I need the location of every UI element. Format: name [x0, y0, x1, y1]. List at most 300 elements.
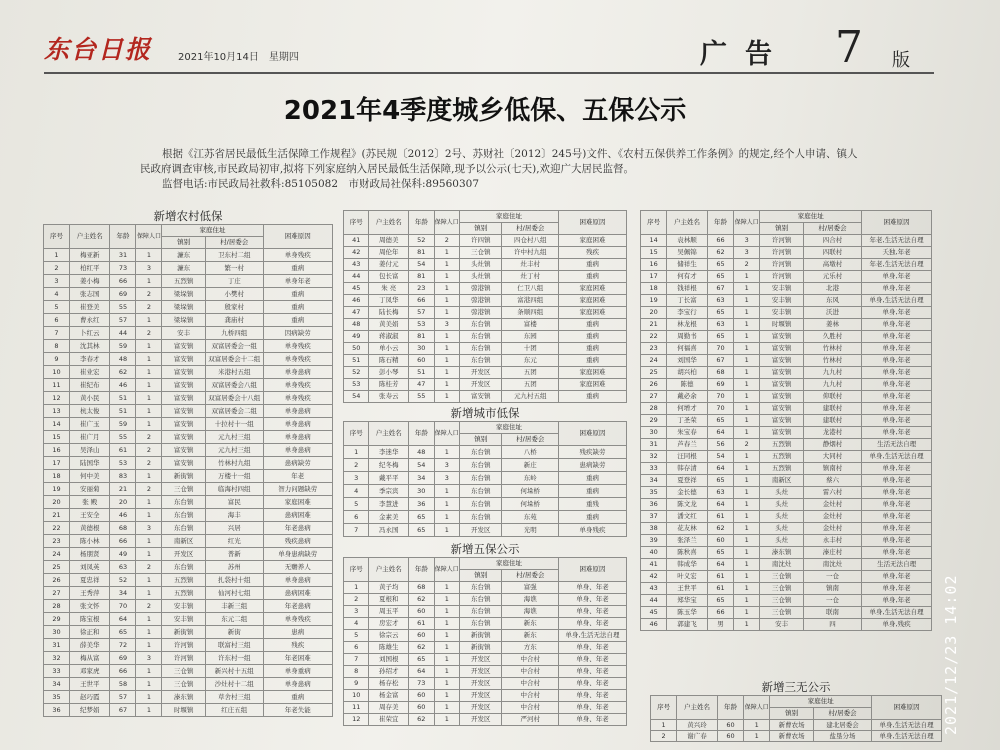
table-cell: 何中美 [70, 470, 110, 483]
table-cell: 建联村 [803, 403, 861, 415]
table-cell: 花友林 [667, 523, 708, 535]
table-cell: 南新区 [162, 535, 205, 548]
table-cell: 单身患病 [263, 366, 332, 379]
table-cell: 重病 [559, 331, 627, 343]
table-row [641, 391, 932, 403]
section-label: 广告 [700, 39, 790, 70]
table-cell: 元乐村 [803, 271, 861, 283]
table-cell: 方东 [502, 642, 559, 654]
table-cell: 1 [344, 582, 369, 594]
table-cell: 49 [344, 331, 369, 343]
table-cell: 单身,年老 [862, 571, 932, 583]
table-cell: 富安镇 [162, 379, 205, 392]
table-cell: 开发区 [460, 524, 502, 537]
table-row [44, 587, 333, 600]
table-cell: 62 [110, 366, 136, 379]
table-row [44, 561, 333, 574]
table-cell: 1 [136, 626, 162, 639]
col-header-name: 户主姓名 [369, 558, 409, 582]
table-cell: 21 [641, 319, 667, 331]
table-cell: 16 [44, 444, 70, 457]
table-row [44, 431, 333, 444]
table-cell: 周勤书 [667, 331, 708, 343]
table-cell: 单身、年老 [559, 714, 627, 726]
table-cell: 纪梦娟 [70, 704, 110, 717]
table-row [344, 690, 627, 702]
table-cell: 周存美 [369, 702, 409, 714]
col-header-village: 村/居委会 [813, 708, 871, 720]
page-suffix: 版 [892, 50, 910, 71]
table-cell: 单身、年老 [559, 618, 627, 630]
table-cell: 46 [110, 509, 136, 522]
table-cell: 46 [110, 379, 136, 392]
table-cell: 单身,年老 [862, 271, 932, 283]
table-cell: 51 [110, 405, 136, 418]
table-cell: 1 [434, 391, 459, 403]
table-cell: 19 [44, 483, 70, 496]
intro-paragraph: 根据《江苏省居民最低生活保障工作规程》(苏民规〔2012〕2号、苏财社〔2012〕245号)文件、《农村五保供养工作条例》的规定,经个人申请、镇人民政府调查审核,市民政局初审,拟将下列家庭纳入居民最低生活保障,现予以公示(七天),欢迎广大居民监督。 [140, 148, 858, 175]
table-cell: 周伦年 [369, 247, 409, 259]
table-cell: 14 [44, 418, 70, 431]
table-cell: 24 [641, 355, 667, 367]
table-cell: 双富居委会十二组 [205, 353, 263, 366]
table-cell: 东台镇 [460, 355, 502, 367]
table-cell: 卫东村二组 [205, 249, 263, 262]
table-cell: 潘文红 [667, 511, 708, 523]
table-cell: 刘国华 [667, 355, 708, 367]
col-header-count: 保障人口 [734, 211, 760, 235]
table-row [344, 355, 627, 367]
table-row [344, 367, 627, 379]
table-cell: 头灶镇 [460, 271, 502, 283]
table-cell: 五烈镇 [760, 451, 804, 463]
table-cell: 1 [734, 343, 760, 355]
table-cell: 陈秋喜 [667, 547, 708, 559]
table-cell: 29 [641, 415, 667, 427]
table-cell: 16 [641, 259, 667, 271]
table-cell: 张泽兰 [667, 535, 708, 547]
table-cell: 富安镇 [760, 391, 804, 403]
table-cell: 杨金富 [369, 690, 409, 702]
table-cell: 年老失能 [263, 704, 332, 717]
table-cell: 储祥生 [667, 259, 708, 271]
col-header-count: 保障人口 [434, 558, 459, 582]
table-cell: 6 [344, 511, 369, 524]
table-cell: 东园 [502, 331, 559, 343]
table-cell: 65 [707, 331, 733, 343]
table-cell: 重病 [263, 691, 332, 704]
table-cell: 弶港镇 [460, 295, 502, 307]
table-cell: 杭太俊 [70, 405, 110, 418]
table-cell: 陈雄生 [369, 642, 409, 654]
table-cell: 51 [344, 355, 369, 367]
table-cell: 梁垛镇 [162, 301, 205, 314]
table-row [344, 343, 627, 355]
table-cell: 重病 [559, 343, 627, 355]
table-cell: 单身,年老 [862, 379, 932, 391]
table-row [44, 600, 333, 613]
table-cell: 83 [110, 470, 136, 483]
table-cell: 1 [136, 275, 162, 288]
table-row [344, 498, 627, 511]
table-cell: 戴平平 [369, 472, 409, 485]
table-cell: 单身,年老 [862, 475, 932, 487]
table-cell: 1 [136, 314, 162, 327]
col-header-seq: 序号 [641, 211, 667, 235]
table-cell: 65 [409, 511, 434, 524]
table-cell: 2 [434, 235, 459, 247]
table-row [344, 702, 627, 714]
table-cell: 39 [641, 535, 667, 547]
table-cell: 东台镇 [460, 618, 502, 630]
table-cell: 富楼 [502, 319, 559, 331]
table-cell: 重病 [559, 271, 627, 283]
table-cell: 1 [734, 499, 760, 511]
table-cell: 崔登美 [70, 301, 110, 314]
table-cell: 何有才 [667, 271, 708, 283]
table-cell: 家庭困难 [559, 379, 627, 391]
table-cell: 7 [344, 654, 369, 666]
table-cell: 三仓镇 [760, 595, 804, 607]
table-row [44, 574, 333, 587]
table-cell: 单身残疾 [559, 524, 627, 537]
table-cell: 姜小梅 [70, 275, 110, 288]
table-cell: 郭建飞 [667, 619, 708, 631]
table-cell: 1 [734, 367, 760, 379]
table-cell: 35 [641, 487, 667, 499]
table-row [344, 582, 627, 594]
table-row [641, 523, 932, 535]
col-header-age: 年龄 [409, 422, 434, 446]
table-row [344, 459, 627, 472]
table-row [651, 720, 942, 731]
table-cell: 开发区 [460, 678, 502, 690]
table-cell: 1 [734, 379, 760, 391]
table-cell: 东台镇 [460, 594, 502, 606]
table-cell: 年老,生活无法自理 [862, 235, 932, 247]
table-row [641, 439, 932, 451]
table-cell: 1 [136, 470, 162, 483]
table-cell: 盐垦分场 [813, 731, 871, 742]
table-cell: 双富居委会十八组 [205, 392, 263, 405]
table-cell: 小樊村 [205, 288, 263, 301]
table-cell: 单身,生活无法自理 [872, 731, 942, 742]
table-cell: 金灶村 [803, 523, 861, 535]
table-cell: 单身,年老 [862, 307, 932, 319]
table-cell: 东台镇 [460, 343, 502, 355]
table-row [44, 275, 333, 288]
table-cell: 1 [434, 511, 459, 524]
table-cell: 患病困难 [263, 509, 332, 522]
table-cell: 31 [44, 639, 70, 652]
table-cell: 52 [409, 235, 434, 247]
table-cell: 43 [641, 583, 667, 595]
table-row [44, 444, 333, 457]
table-cell: 24 [44, 548, 70, 561]
table-cell: 重病 [263, 314, 332, 327]
table-cell: 1 [434, 307, 459, 319]
table-cell: 1 [136, 366, 162, 379]
table-cell: 富安镇 [162, 457, 205, 470]
table-cell: 66 [707, 235, 733, 247]
table-cell: 单身残疾 [263, 353, 332, 366]
table-cell: 1 [344, 446, 369, 459]
table-cell: 52 [344, 367, 369, 379]
table-cell: 李宝行 [667, 307, 708, 319]
table-cell: 1 [136, 509, 162, 522]
col-header-town: 镇别 [760, 223, 804, 235]
table-cell: 一仓 [803, 571, 861, 583]
table-cell: 单身、年老 [559, 594, 627, 606]
table-cell: 2 [136, 431, 162, 444]
table-cell: 1 [434, 666, 459, 678]
table-cell: 42 [641, 571, 667, 583]
table-cell: 20 [44, 496, 70, 509]
col-header-town: 镇别 [460, 434, 502, 446]
table-cell: 单身,年老 [862, 523, 932, 535]
table-cell: 韩成华 [667, 559, 708, 571]
table-cell: 陈石精 [369, 355, 409, 367]
sanwu-title: 新增三无公示 [761, 680, 831, 694]
table-cell: 1 [136, 613, 162, 626]
rural-lowinc-cont-table [343, 210, 627, 403]
table-cell: 开发区 [460, 714, 502, 726]
table-cell: 1 [434, 582, 459, 594]
table-cell: 三仓镇 [162, 678, 205, 691]
table-cell: 62 [409, 642, 434, 654]
page-number: 7 [835, 22, 863, 73]
table-cell: 单身重病 [263, 665, 332, 678]
table-cell: 65 [707, 547, 733, 559]
table-cell: 蔡六 [803, 475, 861, 487]
table-cell: 镇南村 [803, 463, 861, 475]
table-cell: 62 [409, 714, 434, 726]
col-header-seq: 序号 [344, 558, 369, 582]
table-cell: 64 [707, 559, 733, 571]
table-cell: 70 [707, 391, 733, 403]
table-row [641, 547, 932, 559]
table-row [641, 403, 932, 415]
table-cell: 单身,年老 [862, 511, 932, 523]
table-row [44, 379, 333, 392]
table-row [641, 379, 932, 391]
wubao-cont-table [640, 210, 932, 631]
table-cell: 44 [344, 271, 369, 283]
table-cell: 1 [434, 485, 459, 498]
table-cell: 81 [409, 331, 434, 343]
col-header-town: 镇别 [460, 223, 502, 235]
table-cell: 金长德 [667, 487, 708, 499]
table-cell: 1 [434, 654, 459, 666]
table-cell: 1 [136, 535, 162, 548]
table-cell: 四合村 [803, 235, 861, 247]
table-cell: 许河镇 [760, 235, 804, 247]
col-header-address: 家庭住址 [460, 558, 559, 570]
table-cell: 纪冬梅 [369, 459, 409, 472]
table-cell: 1 [734, 427, 760, 439]
table-cell: 单身残疾 [263, 392, 332, 405]
table-row [344, 319, 627, 331]
sanwu-table [650, 695, 942, 742]
table-cell: 55 [409, 391, 434, 403]
table-cell: 患病 [263, 626, 332, 639]
table-cell: 许河镇 [760, 271, 804, 283]
table-cell: 徐正和 [70, 626, 110, 639]
table-row [344, 259, 627, 271]
table-cell: 王秀萍 [70, 587, 110, 600]
table-cell: 崔广月 [70, 431, 110, 444]
table-row [44, 483, 333, 496]
table-cell: 54 [344, 391, 369, 403]
table-cell: 单身,年老 [862, 547, 932, 559]
table-cell: 62 [707, 247, 733, 259]
table-cell: 1 [434, 498, 459, 511]
table-cell: 龙港村 [803, 427, 861, 439]
table-row [344, 235, 627, 247]
table-cell: 四仓村八组 [502, 235, 559, 247]
table-cell: 沙灶村十二组 [205, 678, 263, 691]
table-cell: 富安镇 [162, 353, 205, 366]
table-cell: 1 [734, 619, 760, 631]
table-cell: 1 [651, 720, 677, 731]
table-cell: 时堰镇 [162, 704, 205, 717]
table-cell: 65 [707, 307, 733, 319]
table-cell: 富安镇 [760, 415, 804, 427]
table-cell: 单身、年老 [559, 666, 627, 678]
table-row [344, 630, 627, 642]
table-cell: 3 [136, 652, 162, 665]
table-cell: 冯永国 [369, 524, 409, 537]
table-cell: 单身,年老 [862, 427, 932, 439]
table-cell: 1 [734, 475, 760, 487]
table-cell: 65 [707, 595, 733, 607]
table-cell: 73 [110, 262, 136, 275]
table-cell: 黄美娟 [369, 319, 409, 331]
rural-lowinc-cont-block [343, 210, 627, 403]
table-cell: 65 [707, 259, 733, 271]
table-cell: 新曹农场 [770, 720, 814, 731]
table-cell: 朱宝春 [667, 427, 708, 439]
table-cell: 30 [641, 427, 667, 439]
table-row [44, 457, 333, 470]
table-cell: 富安镇 [162, 444, 205, 457]
table-cell: 扎袋村十组 [205, 574, 263, 587]
table-row [641, 331, 932, 343]
table-cell: 东台镇 [460, 582, 502, 594]
table-cell: 何垛桥 [502, 485, 559, 498]
table-cell: 张 殿 [70, 496, 110, 509]
table-cell: 单身患病 [263, 444, 332, 457]
table-cell: 15 [44, 431, 70, 444]
table-cell: 1 [136, 665, 162, 678]
table-cell: 重残 [559, 498, 627, 511]
table-cell: 41 [641, 559, 667, 571]
table-cell: 1 [734, 307, 760, 319]
table-cell: 单小云 [369, 343, 409, 355]
table-cell: 朱 亮 [369, 283, 409, 295]
table-cell: 头灶 [760, 487, 804, 499]
table-cell: 1 [434, 367, 459, 379]
col-header-address: 家庭住址 [770, 696, 872, 708]
table-cell: 48 [344, 319, 369, 331]
table-cell: 66 [110, 665, 136, 678]
table-cell: 患病缺劳 [559, 459, 627, 472]
table-cell: 家庭困难 [559, 367, 627, 379]
table-cell: 郑华宝 [667, 595, 708, 607]
table-row [641, 319, 932, 331]
table-cell: 中合村 [502, 702, 559, 714]
table-cell: 60 [409, 630, 434, 642]
table-cell: 谢广春 [677, 731, 718, 742]
table-cell: 60 [409, 690, 434, 702]
table-cell: 龚庙村 [205, 314, 263, 327]
table-cell: 1 [734, 415, 760, 427]
table-cell: 1 [734, 559, 760, 571]
table-cell: 新兴村十五组 [205, 665, 263, 678]
table-row [44, 353, 333, 366]
table-cell: 34 [409, 472, 434, 485]
wubao-block [343, 541, 627, 726]
table-cell: 何福喜 [667, 343, 708, 355]
table-cell: 30 [409, 485, 434, 498]
table-cell: 67 [707, 355, 733, 367]
table-row [44, 678, 333, 691]
table-cell: 普新 [205, 548, 263, 561]
table-cell: 45 [641, 607, 667, 619]
table-cell: 68 [110, 522, 136, 535]
table-cell: 蒋淑淑 [369, 331, 409, 343]
table-cell: 临海村四组 [205, 483, 263, 496]
table-row [641, 295, 932, 307]
table-cell: 大同村 [803, 451, 861, 463]
table-cell: 42 [344, 247, 369, 259]
table-cell: 3 [434, 472, 459, 485]
table-cell: 安丰 [760, 619, 804, 631]
table-row [641, 451, 932, 463]
table-cell: 徐宗云 [369, 630, 409, 642]
table-cell: 35 [44, 691, 70, 704]
table-cell: 黄小民 [70, 392, 110, 405]
table-cell: 严河村 [502, 714, 559, 726]
wubao-table [343, 557, 627, 726]
table-cell: 46 [641, 619, 667, 631]
table-cell: 家庭困难 [559, 295, 627, 307]
table-cell: 1 [734, 283, 760, 295]
table-cell: 66 [707, 607, 733, 619]
table-cell: 新街镇 [162, 470, 205, 483]
table-cell: 18 [641, 283, 667, 295]
table-cell: 东风 [803, 295, 861, 307]
table-cell: 4 [344, 485, 369, 498]
table-cell: 濂东 [162, 249, 205, 262]
table-cell: 60 [717, 720, 743, 731]
table-cell: 70 [707, 343, 733, 355]
table-cell: 元九村五组 [502, 391, 559, 403]
table-cell: 1 [136, 691, 162, 704]
table-cell: 草舍村三组 [205, 691, 263, 704]
table-cell: 1 [734, 535, 760, 547]
table-cell: 富民 [205, 496, 263, 509]
table-cell: 东台镇 [162, 496, 205, 509]
table-cell: 57 [110, 314, 136, 327]
table-cell: 63 [707, 487, 733, 499]
table-cell: 18 [44, 470, 70, 483]
table-cell: 头灶 [760, 499, 804, 511]
table-cell: 60 [409, 606, 434, 618]
table-cell: 安丰镇 [760, 295, 804, 307]
wubao-cont-block [640, 210, 932, 631]
col-header-village: 村/居委会 [502, 223, 559, 235]
